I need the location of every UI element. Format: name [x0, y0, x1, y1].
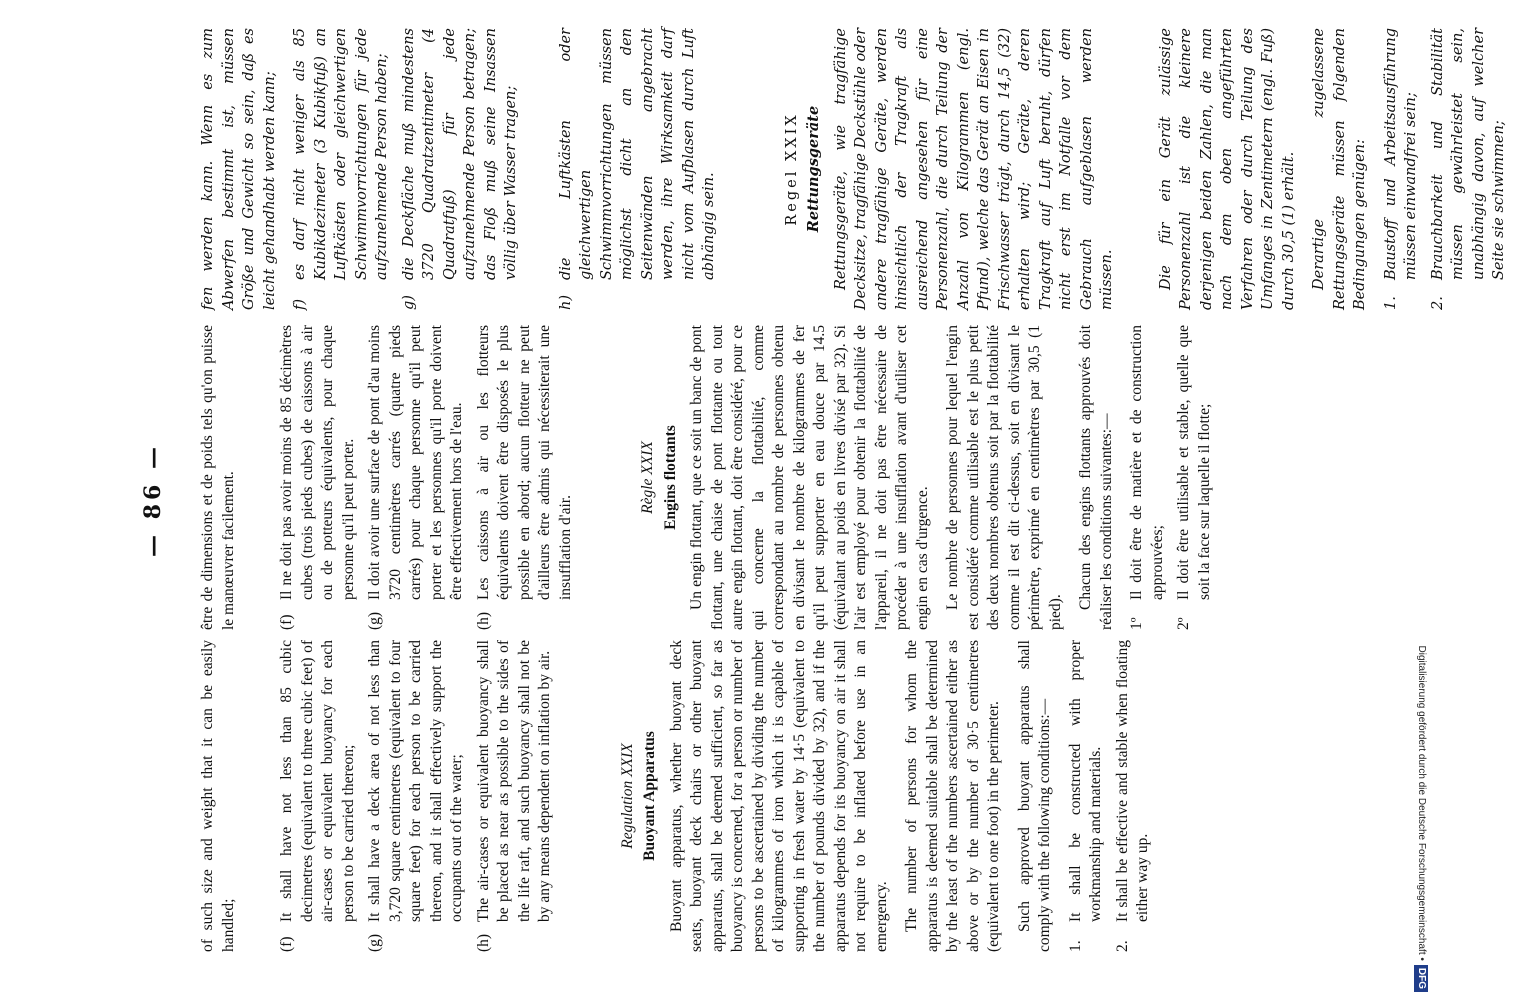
item-marker: h): [557, 295, 574, 310]
french-item-h: [474, 325, 577, 630]
item-marker: 1º: [1128, 617, 1145, 630]
item-text: Baustoff und Arbeitsausführung müssen einwandfrei sein;: [1382, 28, 1419, 280]
german-condition-2: [1428, 28, 1510, 310]
french-column: [198, 325, 1221, 630]
item-text: die Luftkästen oder gleichwertigen Schwimmvorrichtungen müssen möglichst dicht an den Seitenwänden angebracht werden, ihre Wirksamkeit darf nicht vom Aufblasen durch Luft abhängig sein.: [557, 28, 717, 280]
item-text: die Deckfläche muß mindestens 3720 Quadratzentimeter (4 Quadratfuß) für jede aufzunehmende Person betragen; das Floß muß seine Insassen völlig über Wasser tragen;: [400, 28, 519, 280]
dfg-logo: DFG: [1414, 965, 1428, 992]
french-condition-1: [1127, 325, 1168, 630]
french-regulation-heading: Règle XXIX: [639, 441, 656, 514]
item-text: The air-cases or equivalent buoyancy shall be placed as near as possible to the sides of the life raft, and such buoyancy shall not be by any means dependent on inflation by air.: [474, 640, 553, 922]
item-marker: (g): [366, 933, 383, 952]
item-marker: g): [400, 295, 417, 310]
english-regulation-subheading: Buoyant Apparatus: [641, 731, 658, 861]
item-text: It shall have not less than 85 cubic decimetres (equivalent to three cubic feet) of air-cases or equivalent buoyancy for each person to be carried thereon;: [278, 640, 357, 922]
item-text: Il doit avoir une surface de pont d'au moins 3720 centimètres carrés (quatre pieds carrés) pour chaque personne qu'il peut porter et les personnes qu'il porte doivent être effectivement hors de l'eau.: [366, 325, 465, 600]
item-marker: (h): [474, 933, 492, 952]
item-text: It shall be constructed with proper workmanship and materials.: [1066, 640, 1104, 922]
german-paragraph: Rettungsgeräte, wie tragfähige Decksitze, tragfähige Deckstühle oder andere tragfähige Geräte, werden hinsichtlich der Tragkraft als ausreichend angesehen für eine Personenzahl, die durch Teilung der Anzahl von Kilogrammen (engl. Pfund), welche das Gerät an Eisen in Frischwasser trägt, durch 14,5 (32) erhalten wird; Geräte, deren Tragkraft auf Luft beruht, dürfen nicht erst im Notfalle vor dem Gebrauch aufgeblasen werden müssen.: [832, 27, 1115, 310]
dfg-watermark: [1414, 8, 1428, 992]
item-text: Il doit être utilisable et stable, quelle que soit la face sur laquelle il flotte;: [1175, 325, 1213, 600]
item-text: Il doit être de matière et de construction approuvées;: [1128, 325, 1166, 600]
item-text: es darf nicht weniger als 85 Kubikdezimeter (3 Kubikfuß) an Luftkästen oder gleichwertigen Schwimmvorrichtungen für jede aufzunehmende Person haben;: [292, 28, 390, 280]
german-column: [198, 28, 1516, 310]
item-marker: 1.: [1066, 940, 1084, 952]
item-marker: 2.: [1113, 940, 1131, 952]
english-item-g: [365, 640, 468, 952]
english-paragraph: The number of persons for whom the apparatus is deemed suitable shall be determined by the least of the numbers ascertained either as above or by the number of 30·5 centimetres (equivalent to one foot) in the perimeter.: [903, 640, 1002, 952]
english-intro: of such size and weight that it can be easily handled;: [199, 640, 237, 952]
item-marker: f): [292, 298, 308, 310]
page-number: — 86 —: [140, 443, 166, 557]
english-item-h: [474, 640, 556, 952]
english-item-f: [277, 640, 359, 952]
french-paragraph: Un engin flottant, que ce soit un banc de pont flottant, une chaise de pont flottante ou tout autre engin flottant, doit être considéré, pour ce qui concerne la flottabilité, comme correspondant au nombre de personnes obtenu en divisant le nombre de kilogrammes de fer qu'il peut supporter en eau douce par 14.5 (équivalant au poids en livres divisé par 32). Si l'air est employé pour obtenir la flottabilité de l'appareil, il ne doit pas être nécessaire de procéder à une insufflation avant d'utiliser cet engin en cas d'urgence.: [688, 325, 931, 630]
english-paragraph: Such approved buoyant apparatus shall comply with the following conditions:—: [1015, 640, 1053, 952]
english-paragraph: Buoyant apparatus, whether buoyant deck seats, buoyant deck chairs or other buoyant apparatus, shall be deemed sufficient, so far as buoyancy is concerned, for a person or number of persons to be ascertained by dividing the number of kilogrammes of iron which it is capable of supporting in fresh water by 14·5 (equivalent to the number of pounds divided by 32), and if the apparatus depends for its buoyancy on air it shall not require to be inflated before use in an emergency.: [667, 640, 890, 952]
item-marker: (g): [366, 611, 383, 630]
german-paragraph: Derartige zugelassene Rettungsgeräte müssen folgenden Bedingungen genügen:: [1311, 28, 1368, 310]
watermark-text: Digitalisierung gefördert durch die Deutsche Forschungsgemeinschaft •: [1416, 645, 1427, 961]
german-item-f: [290, 28, 393, 310]
french-intro: être de dimensions et de poids tels qu'on puisse le manœuvrer facilement.: [199, 325, 237, 630]
english-column: [198, 640, 1160, 952]
item-text: Il ne doit pas avoir moins de 85 décimètres cubes (trois pieds cubes) de caissons à air ou de potteurs équivalents, pour chaque personne qu'il peut porter.: [278, 325, 357, 600]
item-text: Brauchbarkeit und Stabilität müssen gewährleistet sein, unabhängig davon, auf welcher Seite sie schwimmen;: [1429, 28, 1507, 280]
item-marker: 2º: [1175, 617, 1192, 630]
german-item-g: [399, 28, 522, 310]
german-paragraph: Die für ein Gerät zulässige Personenzahl ist die kleinere derjenigen beiden Zahlen, die man nach dem oben angeführten Verfahren oder durch Teilung des Umfanges in Zentimetern (engl. Fuß) durch 30,5 (1) erhält.: [1157, 28, 1297, 310]
french-paragraph: Le nombre de personnes pour lequel l'engin est considéré comme utilisable est le plus petit des deux nombres obtenus soit par la flottabilité comme il est dit ci-dessus, soit en divisant le périmètre, exprimé en centimètres par 30,5 (1 pied).: [944, 325, 1064, 630]
item-text: Les caissons à air ou les flotteurs équivalents doivent être disposés le plus possible en abord; aucun flotteur ne peut d'ailleurs être admis qui nécessiterait une insufflation d'air.: [474, 325, 574, 600]
french-condition-2: [1174, 325, 1215, 630]
item-marker: (h): [474, 611, 492, 630]
item-marker: (f): [278, 614, 295, 630]
item-marker: (f): [278, 936, 295, 952]
french-item-f: [277, 325, 359, 630]
item-marker: 2.: [1429, 296, 1446, 310]
french-regulation-subheading: Engins flottants: [661, 425, 679, 530]
french-item-g: [365, 325, 468, 630]
german-item-h: [556, 28, 720, 310]
english-condition-2: [1113, 640, 1154, 952]
french-paragraph: Chacun des engins flottants approuvés doit réaliser les conditions suivantes:—: [1077, 325, 1115, 630]
english-regulation-heading: Regulation XXIX: [618, 743, 636, 849]
item-text: It shall be effective and stable when floating either way up.: [1113, 640, 1151, 922]
item-text: It shall have a deck area of not less than 3,720 square centimetres (equivalent to four square feet) for each person to be carried thereon, and it shall effectively support the occupants out of the water;: [366, 640, 465, 922]
german-regulation-heading: Regel XXIX: [783, 112, 800, 226]
item-marker: 1.: [1382, 296, 1399, 310]
english-condition-1: [1066, 640, 1107, 952]
german-intro: fen werden kann. Wenn es zum Abwerfen bestimmt ist, müssen Größe und Gewicht so sein, daß es leicht gehandhabt werden kann;: [200, 28, 278, 310]
german-regulation-subheading: Rettungsgeräte: [805, 105, 822, 233]
